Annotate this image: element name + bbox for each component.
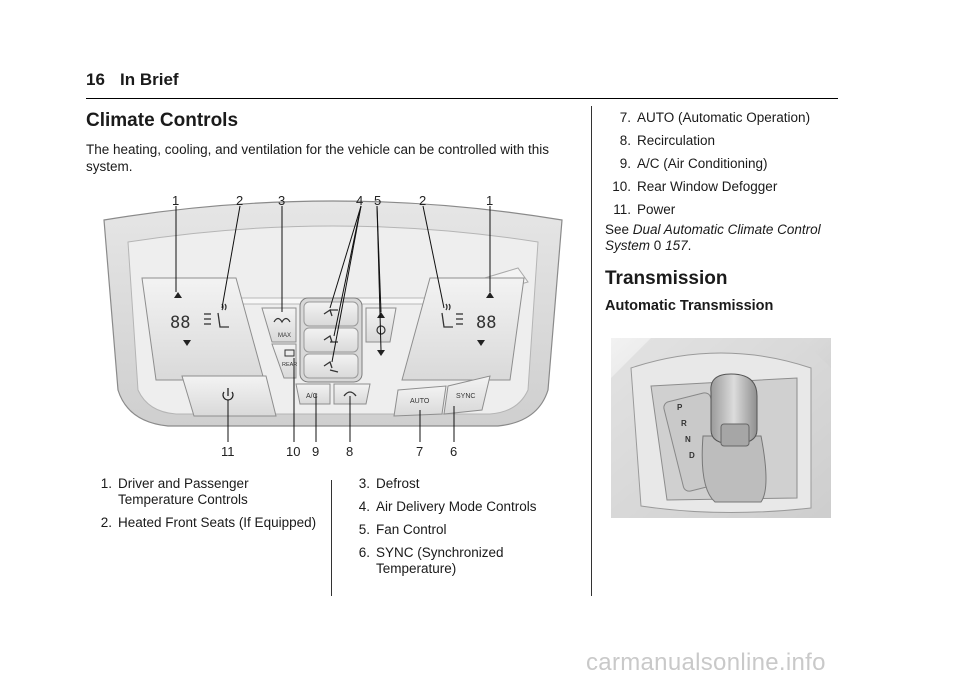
list-item: 11. Power — [613, 202, 676, 217]
subsection-title-automatic: Automatic Transmission — [605, 298, 774, 314]
list-item: 10. Rear Window Defogger — [612, 179, 778, 194]
callout-6: 6 — [450, 444, 458, 458]
section-title-transmission: Transmission — [605, 268, 728, 289]
gear-r: R — [681, 419, 687, 428]
chapter-title: In Brief — [120, 70, 179, 89]
list-item: 3. Defrost — [358, 476, 420, 491]
power-button — [182, 376, 276, 416]
watermark: carmanualsonline.info — [586, 649, 826, 676]
climate-legend-list — [344, 476, 584, 584]
see-also-link[interactable]: Dual Automatic Climate Control System — [605, 222, 821, 253]
svg-text:SYNC: SYNC — [456, 393, 476, 400]
callout-9: 9 — [312, 444, 320, 458]
list-item: 8. Recirculation — [619, 133, 716, 148]
list-item: 5. Fan Control — [358, 522, 447, 537]
callout-2-right: 2 — [419, 193, 427, 208]
callout-5: 5 — [374, 193, 382, 208]
list-item: 9. A/C (Air Conditioning) — [619, 156, 768, 171]
svg-text:REAR: REAR — [282, 362, 298, 368]
callout-7: 7 — [416, 444, 424, 458]
see-also-note: See Dual Automatic Climate Control System 0 157. — [605, 222, 821, 253]
recirculation-button — [334, 384, 370, 404]
climate-intro: The heating, cooling, and ventilation for the vehicle can be controlled with this system. — [86, 142, 550, 174]
callout-8: 8 — [346, 444, 354, 458]
passenger-temp-digits: 88 — [476, 313, 497, 333]
driver-temp-digits: 88 — [170, 313, 191, 333]
gear-d: D — [689, 451, 695, 460]
list-item: 1. Driver and Passenger Temperature Controls — [100, 476, 249, 507]
callout-4: 4 — [356, 193, 364, 208]
page-ref[interactable]: 157 — [665, 238, 688, 253]
header-rule — [86, 98, 838, 99]
climate-panel-diagram — [98, 190, 568, 458]
column-divider — [331, 480, 332, 596]
page-number: 16 — [86, 70, 105, 89]
svg-text:MAX: MAX — [278, 333, 292, 339]
callout-11: 11 — [221, 444, 235, 458]
section-title-climate: Climate Controls — [86, 110, 239, 131]
callout-1-right: 1 — [486, 193, 494, 208]
gear-p: P — [677, 403, 683, 412]
svg-text:AUTO: AUTO — [410, 398, 430, 405]
page-ref-icon: 0 — [653, 238, 662, 253]
climate-legend-list — [605, 110, 845, 225]
callout-10: 10 — [286, 444, 301, 458]
svg-text:A/C: A/C — [306, 393, 318, 400]
callout-1-left: 1 — [172, 193, 180, 208]
column-divider — [591, 106, 592, 596]
gear-n: N — [685, 435, 691, 444]
list-item: 2. Heated Front Seats (If Equipped) — [100, 515, 317, 530]
climate-legend-list — [86, 476, 326, 538]
list-item: 4. Air Delivery Mode Controls — [358, 499, 537, 514]
shifter-illustration — [611, 338, 831, 518]
list-item: 6. SYNC (Synchronized Temperature) — [358, 545, 504, 576]
callout-2-left: 2 — [236, 193, 244, 208]
list-item: 7. AUTO (Automatic Operation) — [619, 110, 811, 125]
callout-3: 3 — [278, 193, 286, 208]
